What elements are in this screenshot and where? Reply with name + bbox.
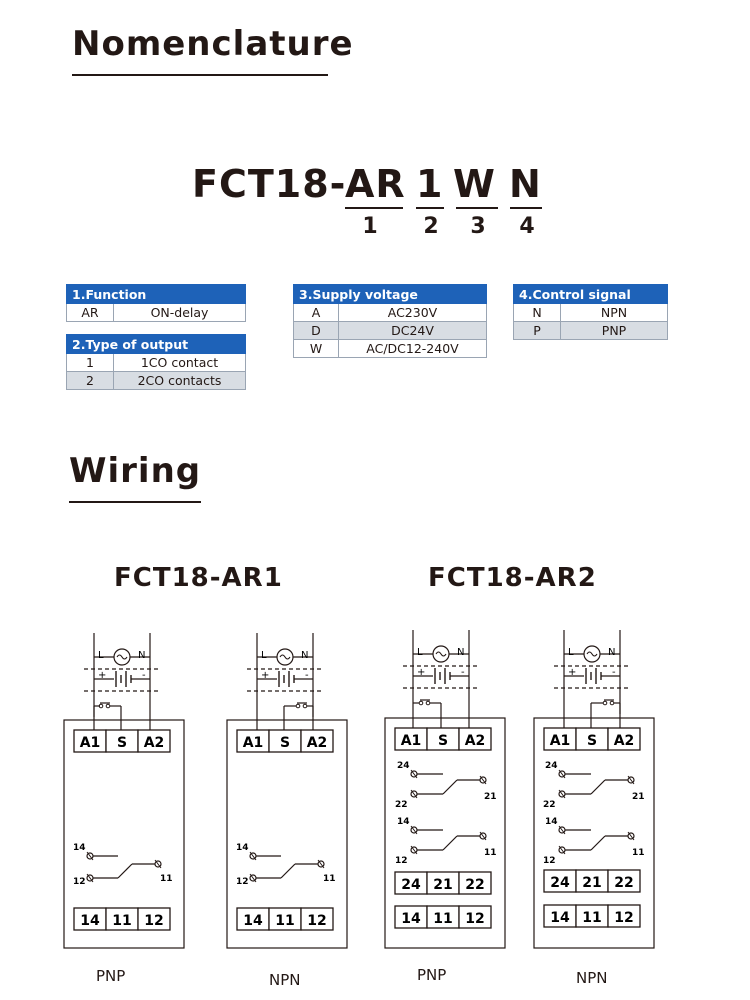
diagram-ar1-pnp <box>64 633 184 948</box>
svg-text:12: 12 <box>144 913 164 929</box>
svg-text:N: N <box>457 647 465 658</box>
table-row: 1 1CO contact <box>67 354 246 372</box>
table-row: N NPN <box>514 304 668 322</box>
svg-text:11: 11 <box>112 913 132 929</box>
svg-text:11: 11 <box>632 848 645 858</box>
svg-text:A1: A1 <box>400 733 422 749</box>
svg-text:+: + <box>568 667 577 678</box>
caption-ar2-npn: NPN <box>576 969 608 987</box>
svg-text:22: 22 <box>543 800 556 810</box>
svg-text:12: 12 <box>543 856 556 866</box>
svg-text:A2: A2 <box>306 735 328 751</box>
svg-text:14: 14 <box>236 843 249 853</box>
svg-text:12: 12 <box>307 913 327 929</box>
svg-text:S: S <box>586 733 598 749</box>
svg-text:L: L <box>417 647 423 658</box>
label-minus: - <box>142 670 146 681</box>
svg-text:L: L <box>261 650 267 661</box>
svg-text:A1: A1 <box>242 735 264 751</box>
svg-text:+: + <box>417 667 426 678</box>
nomenclature-heading: Nomenclature <box>72 24 354 64</box>
part-index-3: 3 <box>470 214 486 239</box>
control-table-title: 4.Control signal <box>514 285 668 304</box>
svg-text:S: S <box>116 735 128 751</box>
table-row: W AC/DC12-240V <box>294 340 487 358</box>
supply-table-title: 3.Supply voltage <box>294 285 487 304</box>
svg-text:12: 12 <box>236 877 249 887</box>
svg-text:24: 24 <box>401 877 421 893</box>
svg-text:21: 21 <box>582 875 602 891</box>
svg-text:14: 14 <box>397 817 410 827</box>
svg-text:12: 12 <box>465 911 485 927</box>
part-index-1: 1 <box>362 214 378 239</box>
svg-text:21: 21 <box>484 792 497 802</box>
svg-text:11: 11 <box>433 911 453 927</box>
diagram-ar2-npn <box>534 630 654 948</box>
svg-text:12: 12 <box>73 877 86 887</box>
part-index-2: 2 <box>423 214 439 239</box>
caption-ar1-npn: NPN <box>269 971 301 989</box>
svg-text:A2: A2 <box>464 733 486 749</box>
table-row: AR ON-delay <box>67 304 246 322</box>
svg-text:11: 11 <box>484 848 497 858</box>
svg-text:14: 14 <box>545 817 558 827</box>
svg-text:22: 22 <box>614 875 634 891</box>
svg-text:N: N <box>301 650 309 661</box>
svg-text:22: 22 <box>465 877 485 893</box>
model-ar2-title: FCT18-AR2 <box>428 563 597 593</box>
wiring-heading: Wiring <box>69 451 202 491</box>
svg-text:14: 14 <box>73 843 86 853</box>
svg-text:A2: A2 <box>613 733 635 749</box>
svg-text:14: 14 <box>401 911 421 927</box>
svg-text:11: 11 <box>323 874 336 884</box>
svg-text:-: - <box>612 667 616 678</box>
svg-text:A2: A2 <box>143 735 165 751</box>
function-table-title: 1.Function <box>67 285 246 304</box>
svg-text:24: 24 <box>397 761 410 771</box>
svg-text:11: 11 <box>160 874 173 884</box>
svg-text:14: 14 <box>243 913 263 929</box>
label-plus: + <box>98 670 107 681</box>
svg-text:21: 21 <box>433 877 453 893</box>
model-part-function: AR <box>345 162 406 206</box>
svg-text:14: 14 <box>80 913 100 929</box>
diagram-ar2-pnp <box>385 630 505 948</box>
part-index-4: 4 <box>519 214 535 239</box>
table-row: A AC230V <box>294 304 487 322</box>
svg-text:22: 22 <box>395 800 408 810</box>
caption-ar2-pnp: PNP <box>417 966 447 984</box>
svg-text:12: 12 <box>614 910 634 926</box>
svg-text:24: 24 <box>550 875 570 891</box>
svg-text:+: + <box>261 670 270 681</box>
label-l: L <box>98 650 104 661</box>
model-part-supply: W <box>453 162 496 206</box>
svg-text:-: - <box>305 670 309 681</box>
svg-text:N: N <box>608 647 616 658</box>
svg-text:A1: A1 <box>549 733 571 749</box>
diagram-ar1-npn <box>227 633 347 948</box>
model-part-control: N <box>509 162 542 206</box>
svg-text:14: 14 <box>550 910 570 926</box>
model-ar1-title: FCT18-AR1 <box>114 563 283 593</box>
svg-text:24: 24 <box>545 761 558 771</box>
table-row: D DC24V <box>294 322 487 340</box>
svg-text:-: - <box>461 667 465 678</box>
svg-text:12: 12 <box>395 856 408 866</box>
svg-text:11: 11 <box>582 910 602 926</box>
svg-text:11: 11 <box>275 913 295 929</box>
output-table-title: 2.Type of output <box>67 335 246 354</box>
table-row: P PNP <box>514 322 668 340</box>
label-n: N <box>138 650 146 661</box>
svg-text:S: S <box>437 733 449 749</box>
svg-text:21: 21 <box>632 792 645 802</box>
svg-text:S: S <box>279 735 291 751</box>
model-part-output: 1 <box>416 162 444 206</box>
table-row: 2 2CO contacts <box>67 372 246 390</box>
caption-ar1-pnp: PNP <box>96 967 126 985</box>
svg-text:A1: A1 <box>79 735 101 751</box>
svg-text:L: L <box>568 647 574 658</box>
model-prefix: FCT18- <box>192 162 347 206</box>
